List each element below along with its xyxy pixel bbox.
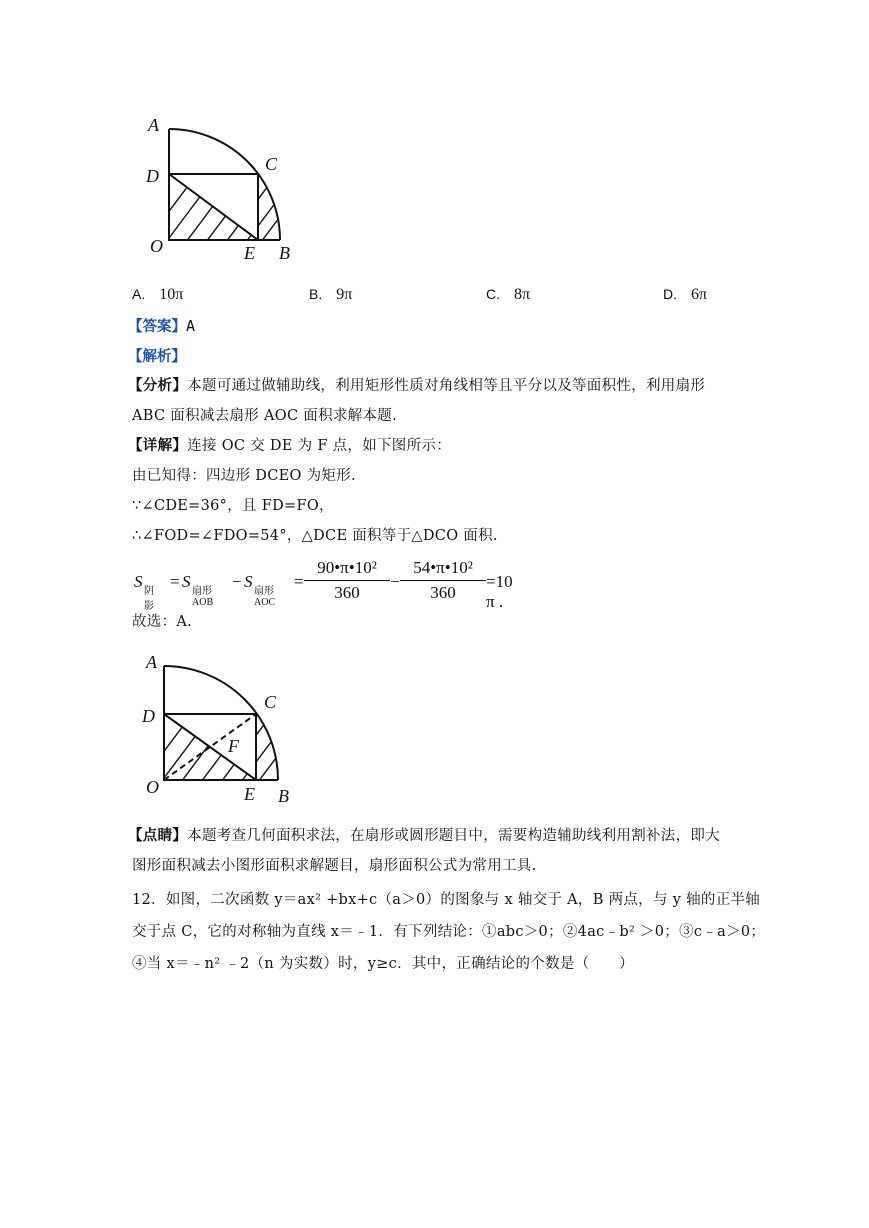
label-d: D (146, 166, 159, 186)
answer-tag: 【答案】 (128, 318, 186, 335)
label2-b: B (278, 786, 289, 806)
fraction-1-den: 360 (334, 583, 360, 602)
label2-f: F (228, 736, 239, 756)
label2-e: E (244, 784, 255, 804)
formula-minus-1: − (232, 572, 242, 591)
detail-line-2: 由已知得：四边形 DCEO 为矩形. (132, 468, 356, 484)
formula-sub-aoc: 扇形AOC (254, 586, 276, 608)
guxuan-line: 故选：A. (132, 614, 193, 630)
option-a-letter: A. (132, 286, 146, 302)
q12-line-3: ④当 x＝﹣n² ﹣2（n 为实数）时，y≥c．其中，正确结论的个数是（ ） (132, 956, 634, 972)
fenxi-line-2: ABC 面积减去扇形 AOC 面积求解本题. (132, 408, 397, 424)
label2-a: A (146, 652, 157, 672)
fraction-1-num: 90•π•10² (317, 558, 377, 577)
label2-c: C (264, 692, 277, 712)
option-c-letter: C. (486, 286, 500, 302)
option-d-value: 6π (691, 286, 708, 303)
formula-eq-1: = (170, 572, 180, 591)
detail-line-4: ∴∠FOD=∠FDO=54°，△DCE 面积等于△DCO 面积. (132, 528, 498, 544)
formula-sub-aob: 扇形AOB (192, 586, 214, 608)
option-a-value: 10π (159, 286, 184, 303)
dianjing-text-1: 本题考查几何面积求法，在扇形或圆形题目中，需要构造辅助线利用割补法，即大 (187, 828, 720, 844)
formula-s3: S (244, 572, 253, 591)
label-o: O (150, 236, 163, 256)
label2-o: O (146, 777, 159, 797)
formula-sub-shadow: 阴影 (144, 586, 154, 612)
label2-d: D (142, 706, 155, 726)
formula-eq-2: = (294, 572, 304, 591)
formula-result: =10 π . (486, 572, 513, 611)
detail-tag: 【详解】 (128, 437, 188, 454)
option-d-letter: D. (663, 286, 677, 302)
label-a: A (148, 115, 159, 135)
detail-text-1: 连接 OC 交 DE 为 F 点，如下图所示： (187, 438, 452, 454)
label-c: C (265, 154, 278, 174)
label-e: E (244, 243, 255, 263)
option-c-value: 8π (514, 286, 531, 303)
dianjing-line-2: 图形面积减去小图形面积求解题目，扇形面积公式为常用工具. (132, 858, 537, 874)
option-b-value: 9π (336, 286, 353, 303)
option-b-letter: B. (309, 286, 323, 302)
label-b: B (279, 243, 290, 263)
fenxi-text-1: 本题可通过做辅助线，利用矩形性质对角线相等且平分以及等面积性，利用扇形 (187, 378, 706, 394)
q12-line-1: 12．如图，二次函数 y＝ax² +bx+c（a＞0）的图象与 x 轴交于 A，B 两点，与 y 轴的正半轴 (132, 892, 761, 908)
detail-line-3: ∵∠CDE=36°，且 FD=FO， (132, 498, 334, 514)
fraction-2-den: 360 (430, 583, 456, 602)
fenxi-tag: 【分析】 (128, 377, 188, 394)
dianjing-tag: 【点睛】 (128, 827, 188, 844)
answer-text: A (186, 317, 196, 335)
q12-line-2: 交于点 C，它的对称轴为直线 x＝﹣1．有下列结论：①abc＞0；②4ac﹣b² ＞0；③c﹣a＞0； (132, 924, 766, 940)
dianjing-line-1 (128, 826, 720, 846)
formula-s2: S (182, 572, 191, 591)
analysis-tag: 【解析】 (128, 348, 186, 365)
formula-s1: S (134, 572, 143, 591)
fraction-2-num: 54•π•10² (413, 558, 473, 577)
formula-minus-2: − (390, 572, 400, 591)
